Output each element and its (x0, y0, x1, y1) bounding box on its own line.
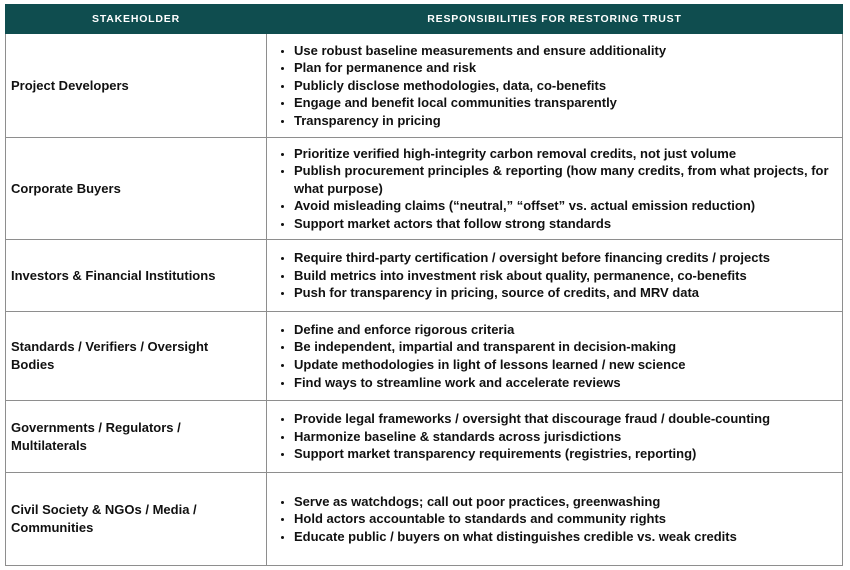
list-item: • Transparency in pricing (294, 112, 836, 130)
stakeholder-table (5, 4, 843, 566)
stakeholder-cell: Standards / Verifiers / Oversight Bodies (6, 312, 267, 401)
responsibility-list (267, 249, 836, 302)
list-item: • Support market transparency requirements (registries, reporting) (294, 445, 836, 463)
responsibility-list (267, 410, 836, 463)
list-item: • Be independent, impartial and transparent in decision-making (294, 338, 836, 356)
list-item: • Hold actors accountable to standards and community rights (294, 510, 836, 528)
responsibility-list (267, 42, 836, 130)
table-row (6, 34, 843, 138)
list-item: • Engage and benefit local communities transparently (294, 94, 836, 112)
table-row (6, 401, 843, 473)
table-row (6, 312, 843, 401)
list-item: • Publish procurement principles & reporting (how many credits, from what projects, for what purpose) (294, 162, 836, 197)
table-row (6, 473, 843, 566)
list-item: • Find ways to streamline work and accelerate reviews (294, 374, 836, 392)
table-header (6, 5, 843, 34)
responsibilities-cell (267, 34, 843, 138)
responsibilities-cell (267, 401, 843, 473)
stakeholder-cell: Project Developers (6, 34, 267, 138)
list-item: • Use robust baseline measurements and ensure additionality (294, 42, 836, 60)
list-item: • Avoid misleading claims (“neutral,” “offset” vs. actual emission reduction) (294, 197, 836, 215)
list-item: • Serve as watchdogs; call out poor practices, greenwashing (294, 493, 836, 511)
responsibility-list (267, 321, 836, 391)
responsibilities-cell (267, 312, 843, 401)
responsibilities-cell (267, 240, 843, 312)
stakeholder-cell: Civil Society & NGOs / Media / Communities (6, 473, 267, 566)
list-item: • Provide legal frameworks / oversight that discourage fraud / double-counting (294, 410, 836, 428)
responsibilities-cell (267, 138, 843, 240)
header-responsibilities: RESPONSIBILITIES FOR RESTORING TRUST (267, 5, 843, 34)
list-item: • Update methodologies in light of lessons learned / new science (294, 356, 836, 374)
list-item: • Prioritize verified high-integrity carbon removal credits, not just volume (294, 145, 836, 163)
table-row (6, 138, 843, 240)
list-item: • Push for transparency in pricing, source of credits, and MRV data (294, 284, 836, 302)
list-item: • Publicly disclose methodologies, data, co-benefits (294, 77, 836, 95)
list-item: • Harmonize baseline & standards across jurisdictions (294, 428, 836, 446)
responsibility-list (267, 145, 836, 233)
list-item: • Require third-party certification / oversight before financing credits / projects (294, 249, 836, 267)
list-item: • Support market actors that follow strong standards (294, 215, 836, 233)
list-item: • Plan for permanence and risk (294, 59, 836, 77)
header-row (6, 5, 843, 34)
stakeholder-cell: Corporate Buyers (6, 138, 267, 240)
stakeholder-cell: Investors & Financial Institutions (6, 240, 267, 312)
responsibility-list (267, 493, 836, 546)
table-row (6, 240, 843, 312)
header-stakeholder: STAKEHOLDER (6, 5, 267, 34)
list-item: • Educate public / buyers on what distinguishes credible vs. weak credits (294, 528, 836, 546)
list-item: • Define and enforce rigorous criteria (294, 321, 836, 339)
responsibilities-cell (267, 473, 843, 566)
stakeholder-cell: Governments / Regulators / Multilaterals (6, 401, 267, 473)
list-item: • Build metrics into investment risk about quality, permanence, co-benefits (294, 267, 836, 285)
